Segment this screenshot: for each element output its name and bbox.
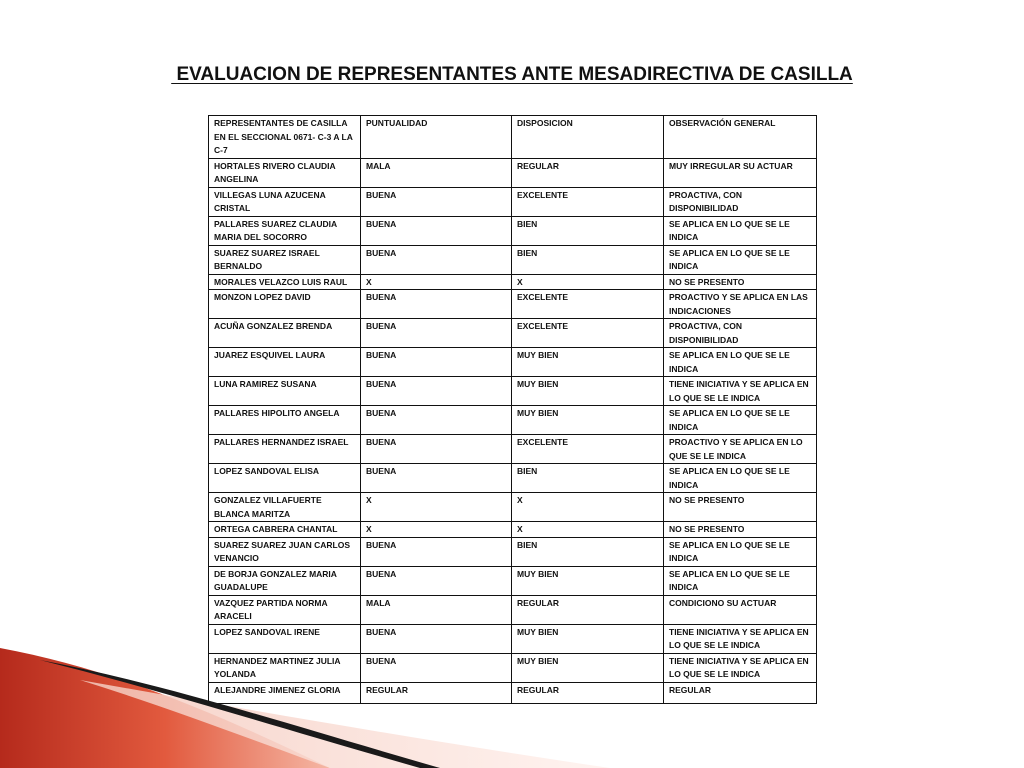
cell-representante: VILLEGAS LUNA AZUCENA CRISTAL — [209, 187, 361, 216]
cell-puntualidad: BUENA — [361, 187, 512, 216]
cell-puntualidad: X — [361, 274, 512, 290]
cell-disposicion: MUY BIEN — [512, 377, 664, 406]
cell-observacion: REGULAR — [664, 682, 817, 703]
table-row — [209, 290, 817, 319]
header-cell-representantes: REPRESENTANTES DE CASILLA EN EL SECCIONAL 0671- C-3 A LA C-7 — [209, 116, 361, 159]
cell-representante: GONZALEZ VILLAFUERTE BLANCA MARITZA — [209, 493, 361, 522]
cell-puntualidad: BUENA — [361, 245, 512, 274]
cell-observacion: SE APLICA EN LO QUE SE LE INDICA — [664, 406, 817, 435]
cell-observacion: PROACTIVA, CON DISPONIBILIDAD — [664, 319, 817, 348]
cell-disposicion: EXCELENTE — [512, 187, 664, 216]
cell-observacion: MUY IRREGULAR SU ACTUAR — [664, 158, 817, 187]
cell-puntualidad: BUENA — [361, 435, 512, 464]
cell-disposicion: REGULAR — [512, 158, 664, 187]
cell-disposicion: REGULAR — [512, 595, 664, 624]
header-cell-observacion: OBSERVACIÓN GENERAL — [664, 116, 817, 159]
cell-puntualidad: X — [361, 493, 512, 522]
cell-representante: ACUÑA GONZALEZ BRENDA — [209, 319, 361, 348]
cell-observacion: SE APLICA EN LO QUE SE LE INDICA — [664, 216, 817, 245]
cell-puntualidad: BUENA — [361, 624, 512, 653]
cell-representante: LOPEZ SANDOVAL ELISA — [209, 464, 361, 493]
cell-representante: HORTALES RIVERO CLAUDIA ANGELINA — [209, 158, 361, 187]
table-row — [209, 319, 817, 348]
cell-representante: HERNANDEZ MARTINEZ JULIA YOLANDA — [209, 653, 361, 682]
table-row — [209, 187, 817, 216]
cell-disposicion: REGULAR — [512, 682, 664, 703]
cell-representante: DE BORJA GONZALEZ MARIA GUADALUPE — [209, 566, 361, 595]
cell-disposicion: EXCELENTE — [512, 435, 664, 464]
cell-puntualidad: BUENA — [361, 290, 512, 319]
table-row — [209, 522, 817, 538]
cell-observacion: NO SE PRESENTO — [664, 274, 817, 290]
cell-observacion: CONDICIONO SU ACTUAR — [664, 595, 817, 624]
cell-observacion: PROACTIVO Y SE APLICA EN LAS INDICACIONES — [664, 290, 817, 319]
cell-observacion: TIENE INICIATIVA Y SE APLICA EN LO QUE SE LE INDICA — [664, 653, 817, 682]
table-row — [209, 595, 817, 624]
cell-puntualidad: X — [361, 522, 512, 538]
cell-disposicion: EXCELENTE — [512, 319, 664, 348]
cell-puntualidad: REGULAR — [361, 682, 512, 703]
table-row — [209, 493, 817, 522]
cell-puntualidad: BUENA — [361, 464, 512, 493]
cell-representante: MONZON LOPEZ DAVID — [209, 290, 361, 319]
cell-representante: SUAREZ SUAREZ JUAN CARLOS VENANCIO — [209, 537, 361, 566]
cell-observacion: SE APLICA EN LO QUE SE LE INDICA — [664, 537, 817, 566]
evaluation-table — [208, 115, 817, 704]
table-row — [209, 377, 817, 406]
table-row — [209, 274, 817, 290]
cell-disposicion: MUY BIEN — [512, 348, 664, 377]
cell-representante: VAZQUEZ PARTIDA NORMA ARACELI — [209, 595, 361, 624]
cell-disposicion: MUY BIEN — [512, 624, 664, 653]
cell-representante: MORALES VELAZCO LUIS RAUL — [209, 274, 361, 290]
cell-puntualidad: MALA — [361, 595, 512, 624]
header-cell-puntualidad: PUNTUALIDAD — [361, 116, 512, 159]
header-cell-disposicion: DISPOSICION — [512, 116, 664, 159]
table-body — [209, 116, 817, 704]
cell-observacion: TIENE INICIATIVA Y SE APLICA EN LO QUE SE LE INDICA — [664, 624, 817, 653]
cell-puntualidad: BUENA — [361, 216, 512, 245]
cell-disposicion: X — [512, 274, 664, 290]
table-row — [209, 406, 817, 435]
cell-representante: ALEJANDRE JIMENEZ GLORIA — [209, 682, 361, 703]
cell-disposicion: X — [512, 522, 664, 538]
cell-disposicion: BIEN — [512, 216, 664, 245]
cell-observacion: SE APLICA EN LO QUE SE LE INDICA — [664, 464, 817, 493]
cell-puntualidad: MALA — [361, 158, 512, 187]
decorative-swoosh — [0, 640, 1024, 768]
cell-observacion: NO SE PRESENTO — [664, 493, 817, 522]
cell-puntualidad: BUENA — [361, 653, 512, 682]
cell-observacion: NO SE PRESENTO — [664, 522, 817, 538]
cell-puntualidad: BUENA — [361, 566, 512, 595]
cell-representante: PALLARES HIPOLITO ANGELA — [209, 406, 361, 435]
cell-puntualidad: BUENA — [361, 537, 512, 566]
cell-disposicion: BIEN — [512, 537, 664, 566]
table-row — [209, 245, 817, 274]
cell-disposicion: MUY BIEN — [512, 406, 664, 435]
cell-disposicion: BIEN — [512, 245, 664, 274]
cell-disposicion: BIEN — [512, 464, 664, 493]
cell-disposicion: MUY BIEN — [512, 566, 664, 595]
table-row — [209, 566, 817, 595]
cell-observacion: SE APLICA EN LO QUE SE LE INDICA — [664, 245, 817, 274]
cell-observacion: TIENE INICIATIVA Y SE APLICA EN LO QUE SE LE INDICA — [664, 377, 817, 406]
cell-disposicion: MUY BIEN — [512, 653, 664, 682]
cell-representante: PALLARES HERNANDEZ ISRAEL — [209, 435, 361, 464]
cell-disposicion: EXCELENTE — [512, 290, 664, 319]
table-row — [209, 158, 817, 187]
cell-puntualidad: BUENA — [361, 406, 512, 435]
cell-observacion: PROACTIVA, CON DISPONIBILIDAD — [664, 187, 817, 216]
cell-observacion: PROACTIVO Y SE APLICA EN LO QUE SE LE INDICA — [664, 435, 817, 464]
cell-representante: PALLARES SUAREZ CLAUDIA MARIA DEL SOCORRO — [209, 216, 361, 245]
cell-representante: ORTEGA CABRERA CHANTAL — [209, 522, 361, 538]
cell-puntualidad: BUENA — [361, 377, 512, 406]
table-row — [209, 537, 817, 566]
table-row — [209, 216, 817, 245]
table-header-row — [209, 116, 817, 159]
table-row — [209, 348, 817, 377]
cell-observacion: SE APLICA EN LO QUE SE LE INDICA — [664, 348, 817, 377]
cell-puntualidad: BUENA — [361, 348, 512, 377]
table-row — [209, 464, 817, 493]
cell-representante: JUAREZ ESQUIVEL LAURA — [209, 348, 361, 377]
table-row — [209, 435, 817, 464]
cell-disposicion: X — [512, 493, 664, 522]
cell-observacion: SE APLICA EN LO QUE SE LE INDICA — [664, 566, 817, 595]
cell-representante: SUAREZ SUAREZ ISRAEL BERNALDO — [209, 245, 361, 274]
cell-representante: LOPEZ SANDOVAL IRENE — [209, 624, 361, 653]
cell-puntualidad: BUENA — [361, 319, 512, 348]
page-title: EVALUACION DE REPRESENTANTES ANTE MESADIRECTIVA DE CASILLA — [171, 64, 853, 85]
cell-representante: LUNA RAMIREZ SUSANA — [209, 377, 361, 406]
